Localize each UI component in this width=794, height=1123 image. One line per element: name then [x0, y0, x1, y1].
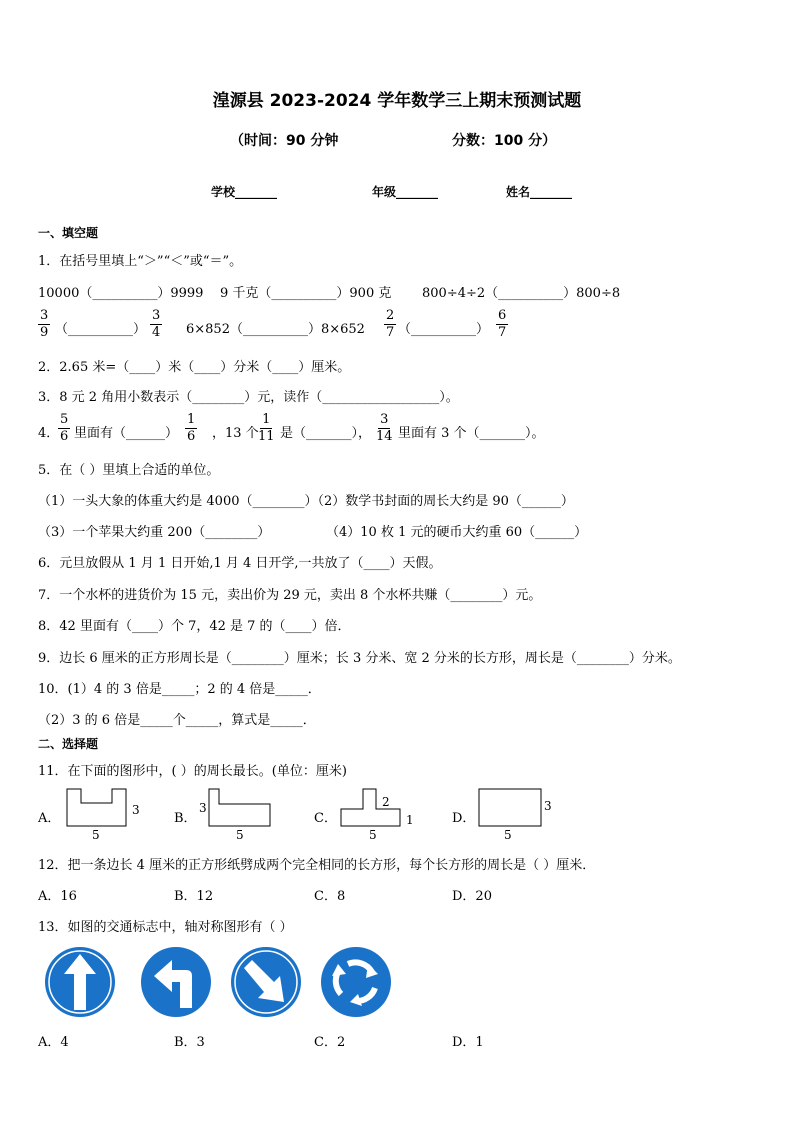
q4-text-2: ，13 个 [212, 426, 259, 441]
q11-b-width-label: 5 [236, 828, 244, 842]
q5-line-2a: （3）一个苹果大约重 200（________） [38, 525, 271, 540]
q1-item-b: 9 千克（__________）900 克 [220, 286, 392, 301]
q11-a-height-label: 3 [132, 803, 140, 817]
q5-line-1: （1）一头大象的体重大约是 4000（________）（2）数学书封面的周长大约是 90（______） [38, 494, 574, 509]
q12-option-b: B．12 [174, 889, 214, 904]
q12-option-c: C．8 [314, 889, 346, 904]
q1-item-c: 800÷4÷2（__________）800÷8 [422, 286, 621, 301]
q11-c-width-label: 5 [369, 828, 377, 842]
q9: 9．边长 6 厘米的正方形周长是（________）厘米；长 3 分米、宽 2 分米的长方形，周长是（________）分米。 [38, 651, 681, 666]
q12-option-d: D．20 [452, 889, 492, 904]
q11-option-d: D． [452, 811, 476, 826]
page-title: 湟源县 2023-2024 学年数学三上期末预测试题 [212, 91, 582, 111]
q7: 7．一个水杯的进货价为 15 元，卖出价为 29 元，卖出 8 个水杯共赚（________）元。 [38, 588, 542, 603]
q12-option-a: A．16 [38, 889, 77, 904]
exam-time: （时间：90 分钟 [230, 133, 339, 149]
q13-option-c: C．2 [314, 1035, 346, 1050]
q11-a-width-label: 5 [92, 828, 100, 842]
q11-figure-b [206, 786, 286, 842]
exam-score: 分数：100 分） [452, 133, 557, 149]
q1-blank-1: （__________） [55, 322, 147, 337]
q1-fraction-1: $\frac{3}{9}$ [40, 308, 49, 340]
q11-c-height-label-side: 1 [406, 813, 414, 827]
q4-fraction-3: $\frac{1}{11}$ [258, 412, 275, 444]
diagonal-arrow-sign-icon [230, 946, 302, 1018]
q5-line-2b: （4）10 枚 1 元的硬币大约重 60（______） [326, 525, 588, 540]
grade-field: 年级_______ [372, 185, 439, 199]
q6: 6．元旦放假从 1 月 1 日开始,1 月 4 日开学,一共放了（____）天假。 [38, 556, 442, 571]
q4-text-4: 里面有 3 个（_______）。 [398, 426, 545, 441]
q11-d-height-label: 3 [544, 799, 552, 813]
q1-fraction-4: $\frac{6}{7}$ [498, 308, 507, 340]
q1-item-a: 10000（__________）9999 [38, 286, 204, 301]
q10-part-1: 10．(1）4 的 3 倍是_____；2 的 4 倍是_____． [38, 682, 321, 697]
q5-stem: 5．在（ ）里填上合适的单位。 [38, 463, 220, 478]
q11-option-c: C． [314, 811, 337, 826]
q12-stem: 12．把一条边长 4 厘米的正方形纸劈成两个完全相同的长方形，每个长方形的周长是（ ）厘米． [38, 858, 596, 873]
q13-option-d: D．1 [452, 1035, 484, 1050]
section-heading-choice: 二、选择题 [38, 737, 99, 751]
q11-option-a: A． [38, 811, 61, 826]
q3: 3．8 元 2 角用小数表示（________）元，读作（__________________）。 [38, 390, 459, 405]
q4-text-3: 是（_______）， [280, 426, 372, 441]
q13-stem: 13．如图的交通标志中，轴对称图形有（ ） [38, 920, 293, 935]
straight-arrow-sign-icon [44, 946, 116, 1018]
q11-b-height-label: 3 [199, 801, 207, 815]
q4-prefix: 4． [38, 426, 60, 441]
q13-option-b: B．3 [174, 1035, 205, 1050]
q11-stem: 11．在下面的图形中，( ）的周长最长。(单位：厘米) [38, 764, 347, 779]
q1-item-d: 6×852（__________）8×652 [186, 322, 365, 337]
q1-fraction-2: $\frac{3}{4}$ [152, 308, 161, 340]
section-heading-fill: 一、填空题 [38, 226, 99, 240]
q2: 2．2.65 米=（____）米（____）分米（____）厘米。 [38, 360, 351, 375]
q10-part-2: （2）3 的 6 倍是_____个_____，算式是_____． [38, 713, 316, 728]
name-field: 姓名_______ [506, 185, 573, 199]
school-field: 学校_______ [211, 185, 278, 199]
q1-stem: 1．在括号里填上“＞”“＜”或“＝”。 [38, 254, 243, 269]
q4-fraction-4: $\frac{3}{14}$ [376, 412, 393, 444]
q1-blank-2: （__________） [398, 322, 490, 337]
q1-fraction-3: $\frac{2}{7}$ [386, 308, 395, 340]
q11-figure-d [476, 786, 556, 842]
q8: 8．42 里面有（____）个 7，42 是 7 的（____）倍． [38, 619, 351, 634]
roundabout-sign-icon [320, 946, 392, 1018]
q4-fraction-1: $\frac{5}{6}$ [60, 412, 69, 444]
q11-option-b: B． [174, 811, 197, 826]
turn-left-sign-icon [140, 946, 212, 1018]
q13-option-a: A．4 [38, 1035, 69, 1050]
q11-c-height-label-top: 2 [382, 795, 390, 809]
q4-text-1: 里面有（______） [74, 426, 179, 441]
q11-d-width-label: 5 [504, 828, 512, 842]
q4-fraction-2: $\frac{1}{6}$ [187, 412, 196, 444]
